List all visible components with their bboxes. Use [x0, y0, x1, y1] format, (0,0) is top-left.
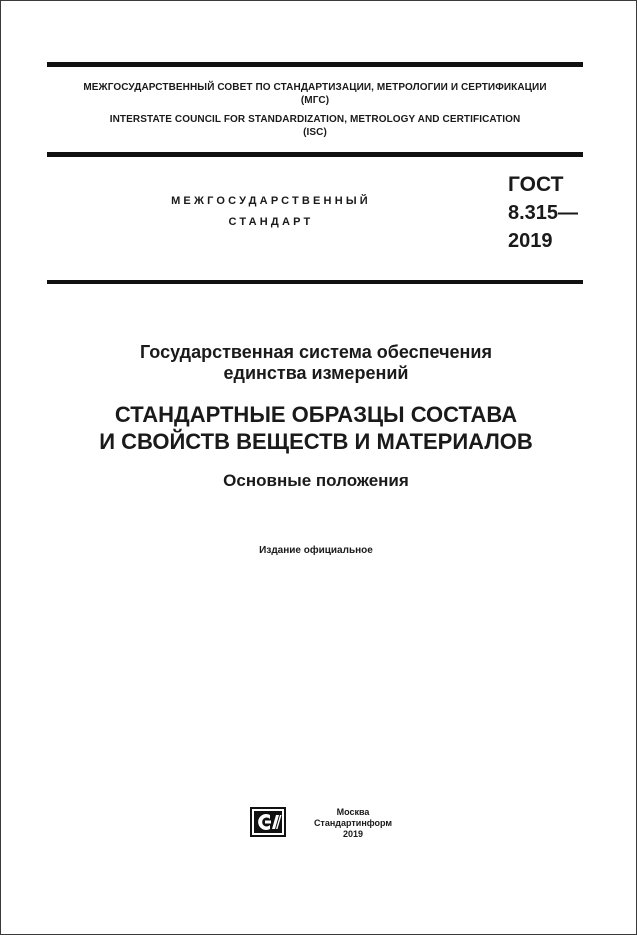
gost-year: 2019 — [508, 230, 553, 252]
gost-label: ГОСТ — [508, 173, 564, 196]
subtitle: Основные положения — [223, 471, 409, 490]
standard-kind-line2: СТАНДАРТ — [228, 216, 314, 228]
publisher-name: Стандартинформ — [313, 818, 393, 828]
middle-rule — [47, 152, 583, 157]
gost-designation — [508, 171, 578, 255]
council-ru — [47, 81, 583, 107]
main-title — [41, 401, 591, 455]
standartinform-logo-icon — [250, 807, 286, 837]
top-rule — [47, 62, 583, 67]
system-title-line2: единства измерений — [223, 363, 409, 383]
system-title — [61, 342, 571, 384]
council-en-name: INTERSTATE COUNCIL FOR STANDARDIZATION, METROLOGY AND CERTIFICATION — [109, 114, 521, 125]
council-ru-name: МЕЖГОСУДАРСТВЕННЫЙ СОВЕТ ПО СТАНДАРТИЗАЦИИ, МЕТРОЛОГИИ И СЕРТИФИКАЦИИ — [83, 82, 547, 93]
standard-kind-line1: МЕЖГОСУДАРСТВЕННЫЙ — [171, 195, 371, 207]
edition-note: Издание официальное — [259, 545, 373, 556]
main-title-line2: И СВОЙСТВ ВЕЩЕСТВ И МАТЕРИАЛОВ — [99, 429, 533, 454]
publisher-year: 2019 — [342, 829, 364, 839]
bottom-rule — [47, 280, 583, 284]
publisher-block — [313, 807, 393, 840]
council-en-abbr: (ISC) — [303, 127, 327, 138]
council-ru-abbr: (МГС) — [300, 95, 330, 106]
standard-kind — [151, 191, 391, 233]
system-title-line1: Государственная система обеспечения — [140, 342, 492, 362]
council-en — [47, 113, 583, 139]
main-title-line1: СТАНДАРТНЫЕ ОБРАЗЦЫ СОСТАВА — [114, 402, 518, 427]
publisher-city: Москва — [336, 807, 370, 817]
gost-number: 8.315— — [508, 202, 579, 224]
